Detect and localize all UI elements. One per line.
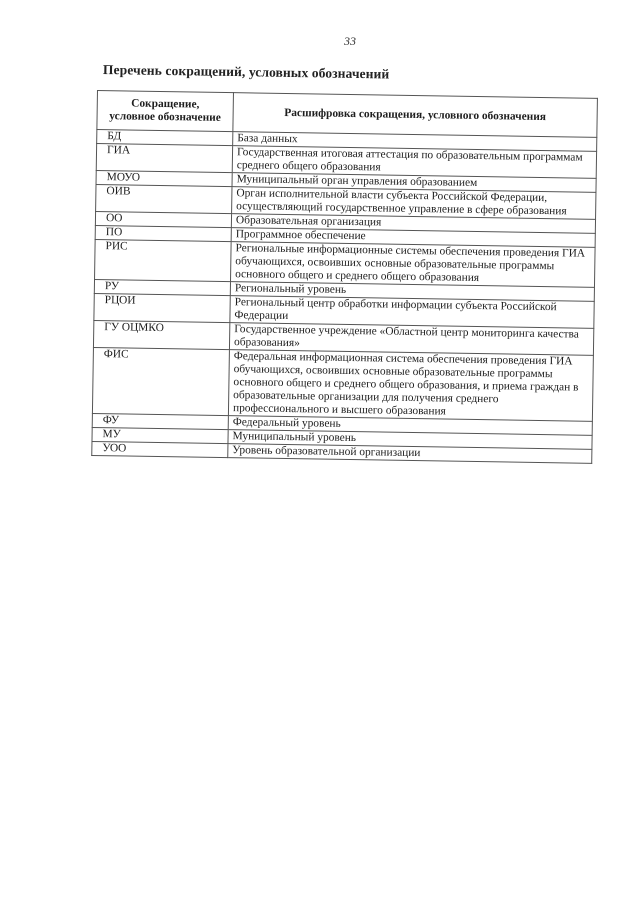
abbreviation-cell: ФИС [92,347,229,415]
header-description: Расшифровка сокращения, условного обозначения [233,93,598,138]
abbreviation-cell: РУ [94,279,230,295]
page-number: 33 [344,34,356,48]
description-cell: Региональный уровень [230,282,594,302]
table-row [92,347,593,421]
description-cell: Федеральный уровень [228,416,592,436]
description-cell: Государственная итоговая аттестация по образовательным программам среднего общего образования [232,146,596,179]
description-cell: Региональный центр обработки информации субъекта Российской Федерации [230,296,594,329]
abbreviation-cell: УОО [92,441,228,457]
description-cell: Муниципальный орган управления образованием [232,173,596,193]
description-cell: Образовательная организация [231,214,595,234]
abbreviation-cell: ГИА [96,144,232,173]
abbreviation-cell: ОИВ [96,184,232,213]
abbreviations-table-wrapper [91,90,597,464]
abbreviation-cell: ПО [95,225,231,241]
description-cell: Уровень образовательной организации [228,444,592,464]
description-cell: Федеральная информационная система обеспечения проведения ГИА обучающихся, освоивших основные образовательные программы основного общего и среднего общего образования, и приема граждан в образовательные организации для получения среднего профессионального и высшего образования [228,350,593,422]
abbreviation-cell: МОУО [96,170,232,186]
description-cell: Муниципальный уровень [228,430,592,450]
document-title: Перечень сокращений, условных обозначений [102,62,390,82]
abbreviations-table [91,90,598,464]
abbreviation-cell: ФУ [92,413,228,429]
description-cell: База данных [233,132,597,152]
abbreviation-cell: МУ [92,427,228,443]
description-cell: Государственное учреждение «Областной центр мониторинга качества образования» [229,323,593,356]
abbreviation-cell: ОО [95,211,231,227]
header-abbreviation-line2: условное обозначение [109,110,221,124]
abbreviation-cell: БД [97,130,233,146]
description-cell: Программное обеспечение [231,228,595,248]
abbreviation-cell: ГУ ОЦМКО [93,320,229,349]
abbreviation-cell: РЦОИ [94,293,230,322]
description-cell: Орган исполнительной власти субъекта Российской Федерации, осуществляющий государственное управление в сфере образования [232,187,596,220]
description-cell: Региональные информационные системы обеспечения проведения ГИА обучающихся, освоивших основные образовательные программы основного общего и среднего общего образования [231,242,596,288]
header-abbreviation-line1: Сокращение, [131,97,200,111]
header-abbreviation [97,91,234,132]
abbreviation-cell: РИС [95,239,232,281]
